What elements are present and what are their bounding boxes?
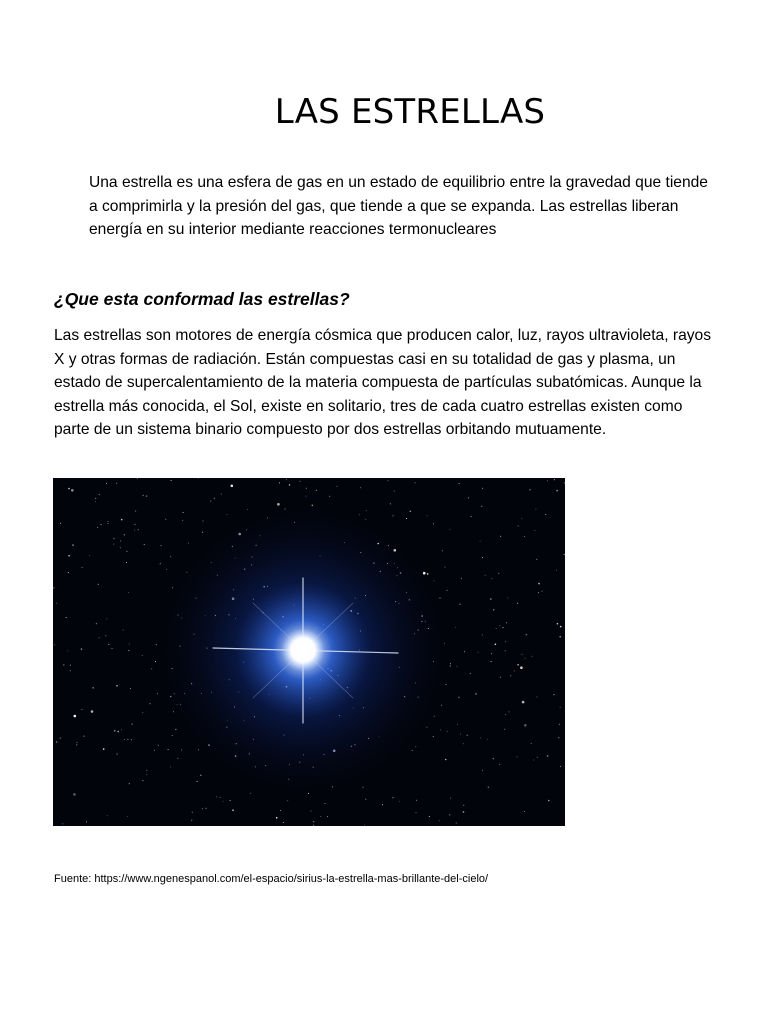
background-star — [488, 787, 490, 789]
background-star — [538, 583, 540, 585]
background-star — [480, 541, 481, 542]
background-star — [191, 820, 192, 821]
background-star — [170, 767, 171, 768]
background-star — [158, 745, 159, 746]
background-star — [482, 770, 483, 771]
background-star — [365, 799, 366, 800]
background-star — [124, 739, 125, 740]
background-star — [310, 811, 311, 812]
source-citation: Fuente: https://www.ngenespanol.com/el-espacio/sirius-la-estrella-mas-brillante-del-cielo/ — [54, 873, 489, 885]
background-star — [545, 514, 546, 515]
background-star — [517, 664, 519, 666]
background-star — [82, 567, 83, 568]
background-star — [68, 572, 69, 573]
background-star — [537, 757, 538, 758]
background-star — [95, 498, 97, 500]
background-star — [97, 527, 98, 528]
background-star — [459, 483, 460, 484]
background-star — [560, 626, 562, 628]
section-heading: ¿Que esta conformad las estrellas? — [54, 289, 350, 309]
background-star — [493, 609, 495, 611]
background-star — [382, 804, 383, 805]
background-star — [313, 825, 314, 826]
background-star — [509, 711, 510, 712]
background-star — [120, 541, 121, 542]
background-star — [135, 511, 136, 512]
background-star — [480, 738, 481, 739]
background-star — [81, 648, 83, 650]
background-star — [364, 825, 365, 826]
background-star — [154, 750, 155, 751]
background-star — [535, 509, 536, 510]
background-star — [129, 643, 130, 644]
background-star — [439, 820, 440, 821]
background-star — [144, 544, 145, 545]
background-star — [181, 749, 182, 750]
background-star — [531, 743, 532, 744]
background-star — [510, 675, 511, 676]
background-star — [127, 739, 128, 740]
background-star — [564, 482, 565, 483]
background-star — [117, 731, 119, 733]
background-star — [463, 805, 464, 806]
background-star — [63, 664, 65, 666]
body-paragraph: Las estrellas son motores de energía cósmica que producen calor, luz, rayos ultravioleta, rayos X y otras formas de radiación. Están compuestas casi en su totalidad de gas y plasma, un estado de supercalentamiento de la materia compuesta de partículas subatómicas. Aunque la estrella más conocida, el Sol, existe en solitario, tres de cada cuatro estrellas existen como parte de un sistema binario compuesto por dos estrellas orbitando mutuamente. — [54, 327, 712, 439]
background-star — [126, 562, 127, 563]
background-star — [106, 483, 107, 484]
background-star — [522, 654, 523, 655]
background-star — [336, 486, 337, 487]
background-star — [67, 650, 68, 651]
background-star — [399, 801, 400, 802]
background-star — [447, 590, 448, 591]
background-star — [366, 510, 367, 511]
background-star — [495, 644, 497, 646]
background-star — [493, 758, 494, 759]
background-star — [526, 634, 528, 636]
star-core — [281, 628, 325, 672]
background-star — [360, 487, 361, 488]
background-star — [177, 758, 178, 759]
page-title: LAS ESTRELLAS — [274, 92, 546, 132]
background-star — [108, 521, 109, 522]
background-star — [440, 730, 441, 731]
background-star — [250, 793, 251, 794]
background-star — [444, 567, 445, 568]
background-star — [481, 506, 482, 507]
background-star — [505, 714, 506, 715]
background-star — [113, 538, 115, 540]
background-star — [286, 479, 287, 480]
background-star — [128, 592, 129, 593]
background-star — [116, 685, 118, 687]
background-star — [91, 710, 94, 713]
background-star — [126, 551, 127, 552]
background-star — [170, 556, 171, 557]
background-star — [150, 703, 151, 704]
background-star — [280, 810, 281, 811]
background-star — [538, 592, 539, 593]
background-star — [392, 515, 394, 517]
background-star — [463, 811, 465, 813]
background-star — [491, 578, 492, 579]
background-star — [60, 738, 61, 739]
background-star — [482, 488, 483, 489]
background-star — [206, 808, 207, 809]
background-star — [482, 634, 483, 635]
background-star — [132, 724, 133, 725]
background-star — [138, 529, 139, 530]
background-star — [146, 774, 147, 775]
background-star — [73, 793, 76, 796]
background-star — [99, 494, 100, 495]
background-star — [416, 800, 417, 801]
background-star — [433, 523, 434, 524]
background-star — [121, 729, 122, 730]
background-star — [487, 739, 488, 740]
background-star — [316, 490, 317, 491]
background-star — [129, 783, 130, 784]
background-star — [499, 764, 500, 765]
background-star — [210, 501, 211, 502]
background-star — [547, 480, 548, 481]
background-star — [279, 482, 280, 483]
background-star — [120, 547, 121, 548]
background-star — [560, 766, 561, 767]
background-star — [161, 545, 162, 546]
background-star — [84, 736, 85, 737]
background-star — [134, 530, 135, 531]
background-star — [558, 737, 560, 739]
intro-paragraph: Una estrella es una esfera de gas en un estado de equilibrio entre la gravedad que tiende a comprimirla y la presión del gas, que tiende a que se expanda. Las estrellas liberan energía en su interior mediante reacciones termonucleares — [89, 174, 708, 238]
background-star — [514, 670, 515, 671]
background-star — [116, 483, 117, 484]
background-star — [449, 814, 450, 815]
background-star — [92, 687, 94, 689]
background-star — [96, 623, 97, 624]
background-star — [313, 821, 314, 822]
background-star — [230, 800, 231, 801]
background-star — [463, 743, 464, 744]
background-star — [559, 636, 561, 638]
background-star — [289, 484, 291, 486]
background-star — [534, 530, 535, 531]
background-star — [500, 677, 501, 678]
background-star — [499, 625, 500, 626]
background-star — [505, 650, 506, 651]
background-star — [450, 529, 451, 530]
background-star — [287, 800, 288, 801]
background-star — [524, 536, 525, 537]
background-star — [54, 644, 55, 645]
background-star — [98, 584, 99, 585]
background-star — [456, 823, 457, 824]
background-star — [81, 709, 82, 710]
background-star — [112, 648, 113, 649]
background-star — [99, 637, 100, 638]
background-star — [556, 490, 558, 492]
background-star — [70, 665, 71, 666]
background-star — [533, 760, 534, 761]
background-star — [554, 479, 555, 480]
background-star — [168, 749, 169, 750]
background-star — [491, 661, 492, 662]
background-star — [536, 559, 537, 560]
background-star — [247, 509, 248, 510]
background-star — [105, 635, 106, 636]
background-star — [468, 497, 469, 498]
background-star — [128, 650, 129, 651]
background-star — [393, 797, 394, 798]
background-star — [503, 627, 504, 628]
background-star — [214, 498, 215, 499]
background-star — [524, 724, 527, 727]
background-star — [220, 797, 221, 798]
background-star — [74, 715, 77, 718]
background-star — [416, 812, 417, 813]
background-star — [306, 488, 307, 489]
background-star — [507, 597, 508, 598]
background-star — [460, 734, 461, 735]
background-star — [76, 742, 77, 743]
background-star — [197, 781, 198, 782]
background-star — [560, 707, 561, 708]
background-star — [107, 523, 108, 524]
background-star — [107, 815, 108, 816]
background-star — [202, 532, 203, 533]
background-star — [394, 491, 395, 492]
background-star — [478, 652, 479, 653]
background-star — [320, 816, 321, 817]
background-star — [106, 618, 107, 619]
background-star — [60, 523, 61, 524]
background-star — [460, 604, 461, 605]
background-star — [429, 816, 430, 817]
background-star — [506, 622, 507, 623]
background-star — [188, 543, 189, 544]
background-star — [447, 731, 448, 732]
background-star — [470, 673, 471, 674]
background-star — [86, 821, 87, 822]
background-star — [536, 696, 537, 697]
background-star — [142, 712, 143, 713]
background-star — [53, 587, 54, 588]
background-star — [160, 563, 161, 564]
background-star — [390, 503, 391, 504]
background-star — [557, 623, 559, 625]
background-star — [445, 759, 447, 761]
background-star — [70, 670, 71, 671]
background-star — [127, 816, 128, 817]
background-star — [72, 544, 74, 546]
background-star — [466, 735, 468, 737]
background-star — [520, 666, 523, 669]
background-star — [498, 573, 499, 574]
background-star — [223, 801, 224, 802]
background-star — [491, 653, 492, 654]
background-star — [529, 489, 531, 491]
background-star — [548, 800, 550, 802]
background-star — [504, 729, 505, 730]
background-star — [157, 693, 158, 694]
background-star — [547, 755, 549, 757]
background-star — [556, 570, 557, 571]
background-star — [113, 544, 114, 545]
background-star — [388, 480, 389, 481]
background-star — [121, 519, 123, 521]
background-star — [324, 803, 325, 804]
background-star — [457, 666, 458, 667]
background-star — [183, 512, 184, 513]
background-star — [142, 780, 143, 781]
background-star — [101, 524, 102, 525]
background-star — [410, 511, 412, 513]
background-star — [56, 603, 57, 604]
background-star — [192, 812, 193, 813]
background-star — [203, 521, 204, 522]
background-star — [146, 770, 147, 771]
background-star — [442, 550, 443, 551]
background-star — [458, 697, 460, 699]
background-star — [517, 756, 518, 757]
background-star — [68, 488, 70, 490]
background-star — [517, 603, 518, 604]
background-star — [130, 688, 131, 689]
background-star — [227, 514, 228, 515]
background-star — [71, 489, 74, 492]
background-star — [95, 501, 96, 502]
background-star — [231, 485, 234, 488]
background-star — [171, 480, 172, 481]
background-star — [116, 753, 118, 755]
background-star — [433, 736, 434, 737]
background-star — [123, 630, 124, 631]
background-star — [134, 524, 136, 526]
background-star — [146, 495, 148, 497]
background-star — [76, 744, 77, 745]
background-star — [142, 495, 144, 497]
background-star — [464, 651, 465, 652]
background-star — [68, 555, 70, 557]
background-star — [62, 823, 63, 824]
background-star — [329, 496, 330, 497]
background-star — [559, 724, 560, 725]
background-star — [327, 816, 328, 817]
background-star — [200, 775, 202, 777]
background-star — [505, 641, 506, 642]
background-star — [299, 481, 300, 482]
background-star — [108, 644, 109, 645]
background-star — [532, 656, 533, 657]
background-star — [522, 701, 525, 704]
background-star — [455, 627, 456, 628]
background-star — [166, 569, 167, 570]
background-star — [202, 808, 203, 809]
background-star — [56, 741, 58, 743]
background-star — [114, 730, 116, 732]
background-star — [475, 693, 477, 695]
background-star — [182, 520, 183, 521]
background-star — [165, 519, 166, 520]
background-star — [415, 482, 416, 483]
background-star — [216, 796, 217, 797]
background-star — [276, 817, 278, 819]
background-star — [521, 518, 522, 519]
background-star — [485, 575, 486, 576]
background-star — [518, 526, 519, 527]
background-star — [305, 496, 306, 497]
background-star — [461, 578, 462, 579]
background-star — [232, 809, 234, 811]
star-photo — [53, 478, 565, 826]
background-star — [496, 628, 497, 629]
background-star — [471, 516, 472, 517]
background-star — [427, 515, 428, 516]
background-star — [103, 748, 105, 750]
background-star — [450, 798, 451, 799]
background-star — [564, 554, 565, 555]
background-star — [457, 724, 458, 725]
background-star — [172, 735, 173, 736]
background-star — [131, 739, 132, 740]
background-star — [490, 598, 492, 600]
background-star — [124, 534, 125, 535]
background-star — [554, 694, 555, 695]
background-star — [524, 811, 525, 812]
background-star — [221, 494, 222, 495]
background-star — [151, 668, 152, 669]
background-star — [482, 557, 483, 558]
background-star — [500, 536, 501, 537]
background-star — [525, 658, 526, 659]
background-star — [406, 518, 407, 519]
background-star — [66, 617, 67, 618]
background-star — [283, 822, 284, 823]
background-star — [89, 555, 90, 556]
background-star — [142, 655, 143, 656]
background-star — [542, 591, 543, 592]
